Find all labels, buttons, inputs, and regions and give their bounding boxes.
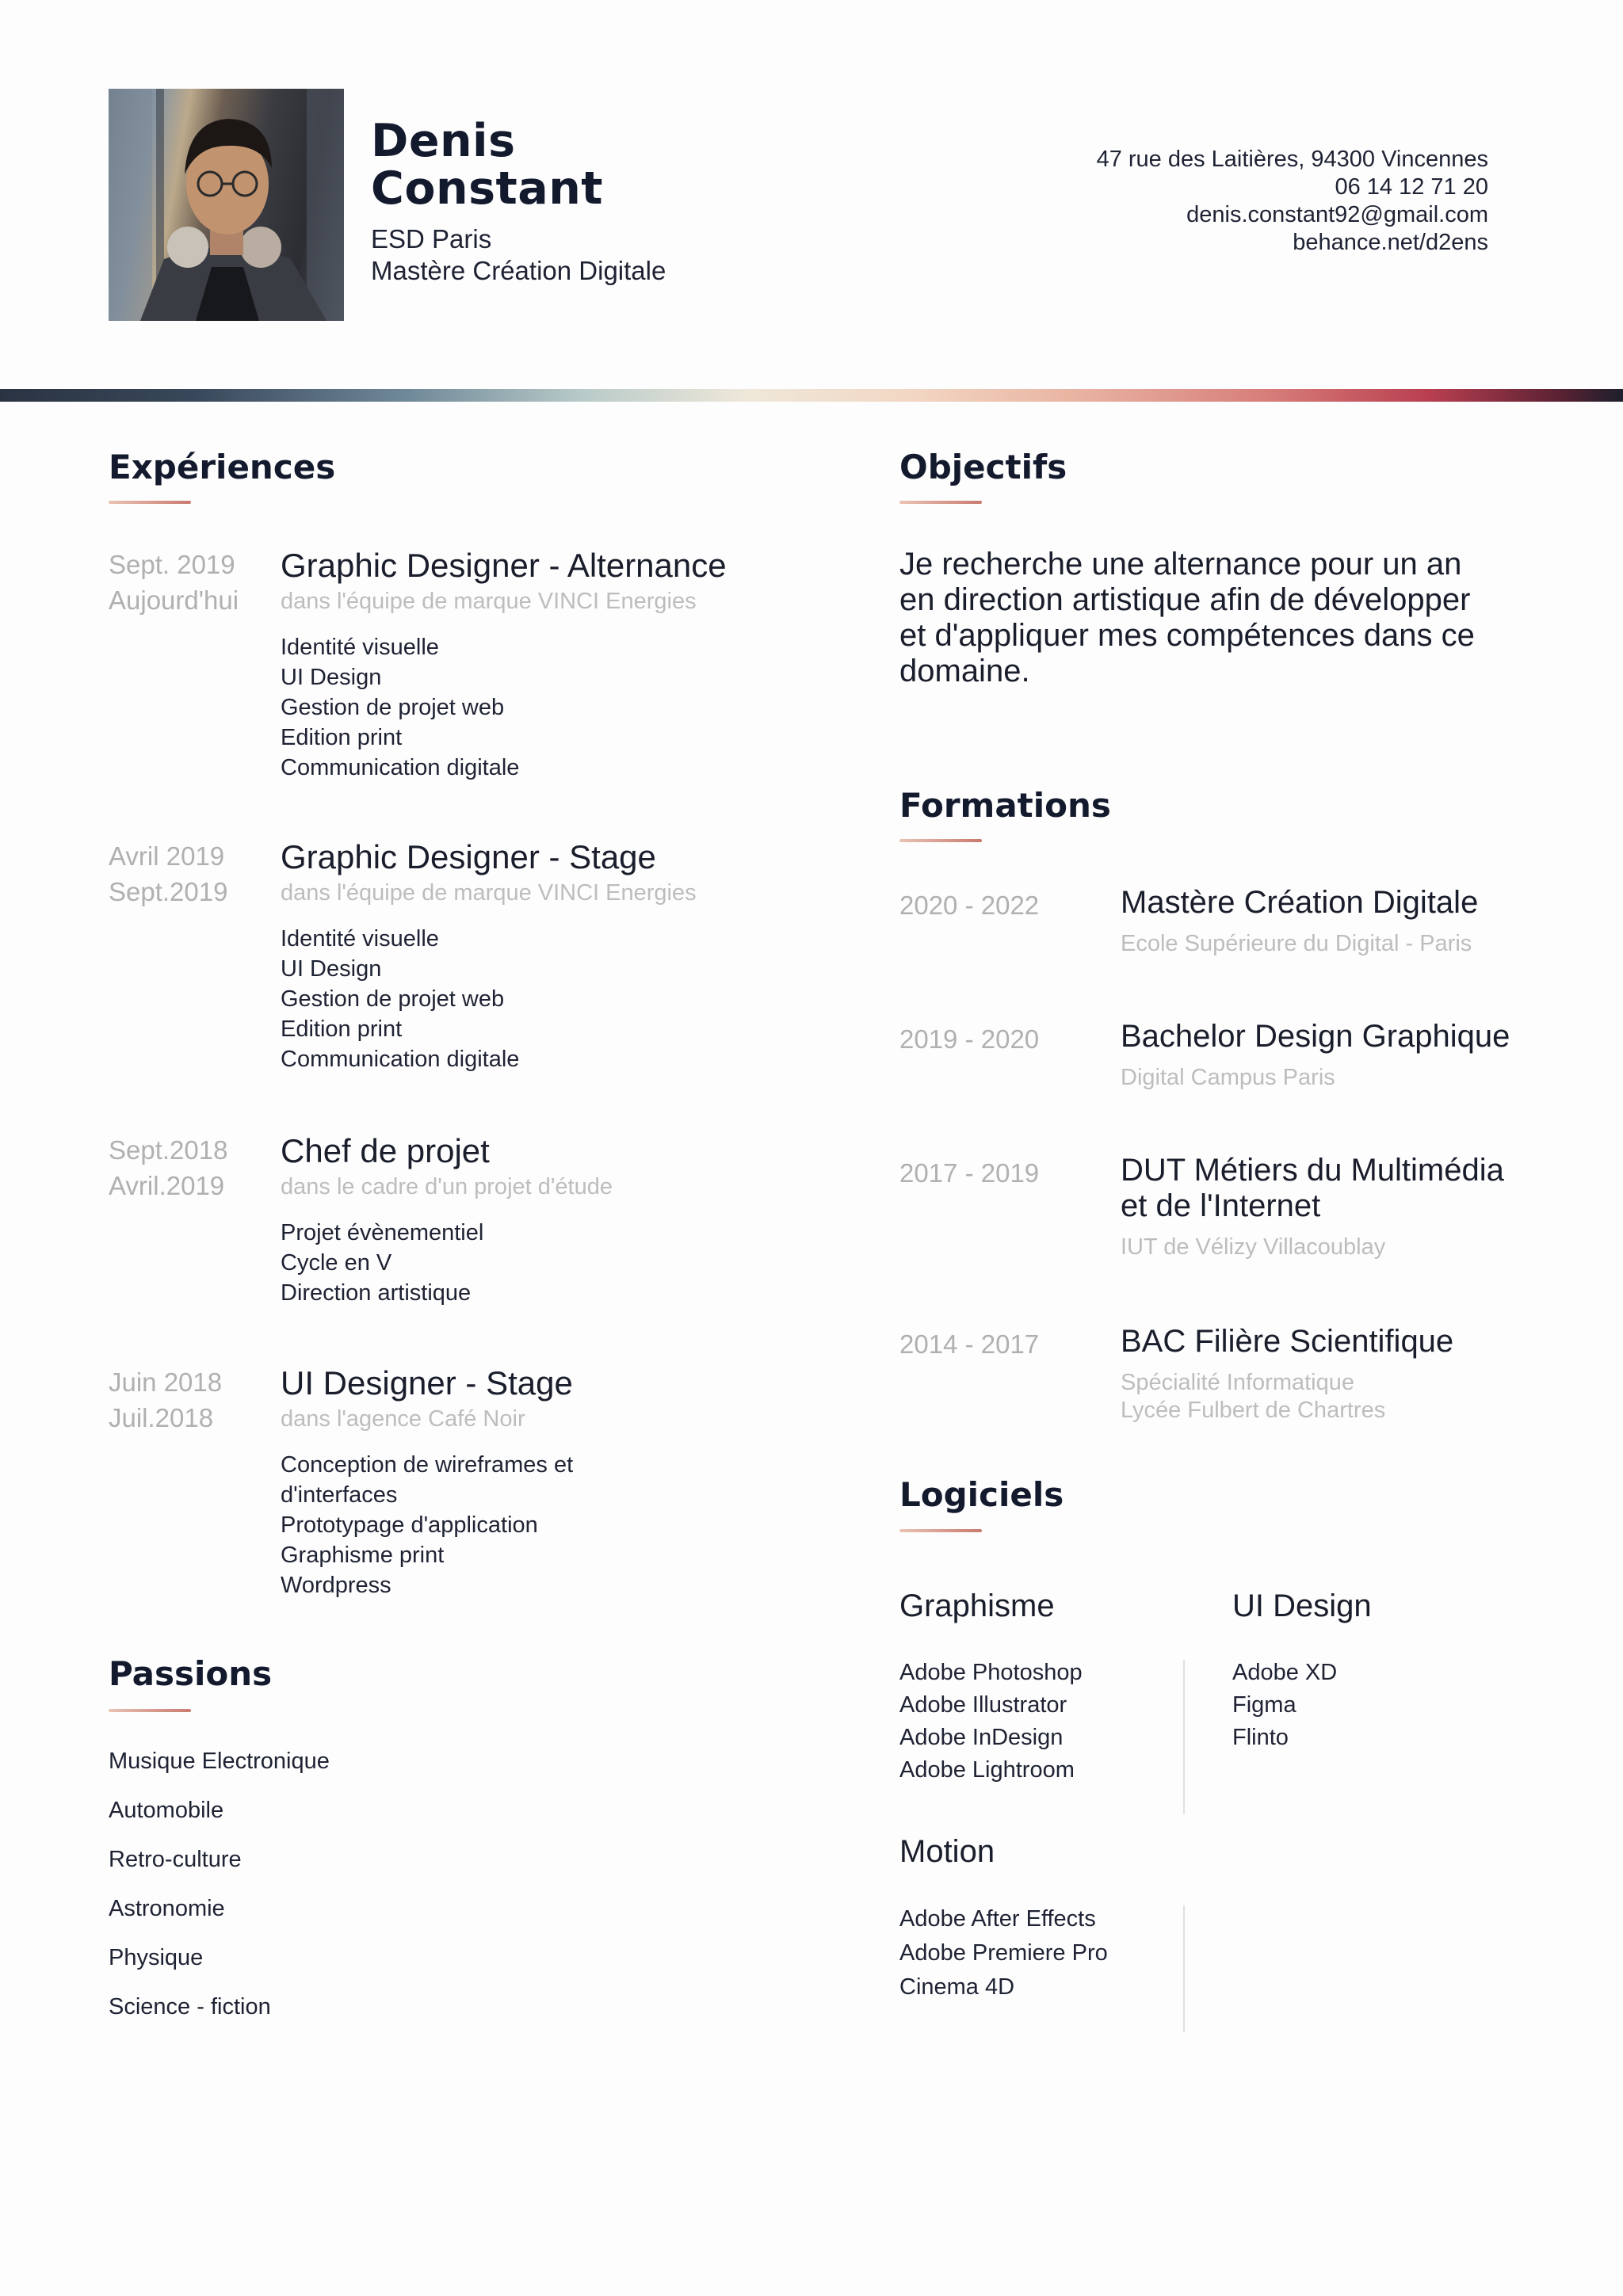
date-end: Juil.2018 [109, 1403, 214, 1432]
date-start: Sept. 2019 [109, 550, 235, 579]
date-end: Avril.2019 [109, 1171, 225, 1200]
experience-tasks [281, 1218, 804, 1308]
school-name: ESD Paris [371, 224, 492, 254]
passion-item: Retro-culture [109, 1847, 242, 1872]
experiences-underline [109, 501, 191, 504]
date-start: Juin 2018 [109, 1367, 223, 1397]
school-info [371, 223, 666, 287]
task: Gestion de projet web [281, 695, 505, 720]
passions-underline [109, 1709, 191, 1712]
formation-title: Mastère Création Digitale [1121, 885, 1479, 920]
experience-subtitle: dans l'agence Café Noir [281, 1406, 525, 1432]
task: Communication digitale [281, 1047, 520, 1072]
task: Edition print [281, 1016, 403, 1042]
task: Projet évènementiel [281, 1220, 484, 1245]
experience-dates [109, 1364, 267, 1436]
task: Direction artistique [281, 1280, 472, 1306]
formation-years: 2014 - 2017 [899, 1329, 1040, 1359]
formation-title-line: et de l'Internet [1121, 1188, 1321, 1223]
formation-school-line: Lycée Fulbert de Chartres [1121, 1398, 1386, 1423]
task: Conception de wireframes et [281, 1452, 574, 1478]
profile-photo [109, 89, 344, 321]
last-name: Constant [371, 162, 604, 215]
objective-line: et d'appliquer mes compétences dans ce [899, 618, 1475, 653]
phone: 06 14 12 71 20 [1335, 174, 1488, 200]
passions-heading: Passions [109, 1654, 273, 1693]
experience-title: UI Designer - Stage [281, 1364, 573, 1402]
ui-design-list [1232, 1657, 1337, 1754]
formation-title-line: DUT Métiers du Multimédia [1121, 1153, 1504, 1188]
formation-title [1121, 1153, 1533, 1224]
formation-school: Ecole Supérieure du Digital - Paris [1121, 931, 1472, 956]
date-start: Avril 2019 [109, 841, 225, 871]
experience-dates [109, 838, 267, 910]
task: Identité visuelle [281, 635, 439, 660]
passion-item: Science - fiction [109, 1994, 271, 2019]
first-name: Denis [371, 115, 516, 167]
experiences-heading: Expériences [109, 448, 336, 486]
formation-school: IUT de Vélizy Villacoublay [1121, 1234, 1386, 1260]
experience-tasks [281, 632, 804, 783]
passion-item: Physique [109, 1945, 204, 1970]
motion-list [899, 1902, 1108, 2004]
formation-years: 2019 - 2020 [899, 1024, 1040, 1054]
experience-title: Graphic Designer - Stage [281, 838, 656, 875]
objective-text [899, 547, 1533, 689]
graphisme-list [899, 1657, 1083, 1787]
experience-title: Chef de projet [281, 1132, 490, 1169]
task: Cycle en V [281, 1250, 392, 1276]
task: Communication digitale [281, 755, 520, 780]
formation-title: BAC Filière Scientifique [1121, 1324, 1454, 1359]
experience-dates [109, 547, 267, 618]
software-item: Adobe Illustrator [899, 1692, 1067, 1718]
task: Edition print [281, 725, 403, 750]
contact-block [934, 146, 1488, 257]
passion-item: Automobile [109, 1798, 224, 1823]
software-item: Adobe InDesign [899, 1725, 1064, 1750]
date-end: Sept.2019 [109, 877, 228, 906]
passion-item: Musique Electronique [109, 1749, 330, 1774]
passions-list [109, 1745, 584, 2040]
experience-title: Graphic Designer - Alternance [281, 547, 727, 584]
experience-subtitle: dans l'équipe de marque VINCI Energies [281, 880, 697, 906]
task: d'interfaces [281, 1482, 398, 1508]
task: UI Design [281, 665, 382, 690]
program-name: Mastère Création Digitale [371, 256, 666, 285]
formation-title: Bachelor Design Graphique [1121, 1019, 1510, 1054]
graphisme-heading: Graphisme [899, 1589, 1055, 1623]
column-divider [1183, 1660, 1185, 1814]
software-item: Adobe After Effects [899, 1906, 1096, 1932]
software-item: Adobe Photoshop [899, 1660, 1083, 1685]
experience-subtitle: dans l'équipe de marque VINCI Energies [281, 589, 697, 614]
objective-line: domaine. [899, 654, 1030, 688]
software-item: Flinto [1232, 1725, 1289, 1750]
email-link[interactable]: denis.constant92@gmail.com [1186, 202, 1488, 227]
task: Gestion de projet web [281, 986, 505, 1012]
task: Graphisme print [281, 1543, 445, 1568]
logiciels-underline [899, 1529, 982, 1532]
formations-heading: Formations [899, 786, 1111, 825]
objective-line: en direction artistique afin de développer [899, 582, 1471, 617]
objective-line: Je recherche une alternance pour un an [899, 547, 1462, 582]
task: Wordpress [281, 1573, 391, 1598]
formation-school-line: Spécialité Informatique [1121, 1370, 1354, 1395]
task: UI Design [281, 956, 382, 982]
column-divider [1183, 1905, 1185, 2032]
software-item: Figma [1232, 1692, 1296, 1718]
task: Identité visuelle [281, 926, 439, 952]
experience-dates [109, 1132, 267, 1203]
address: 47 rue des Laitières, 94300 Vincennes [1096, 147, 1488, 172]
task: Prototypage d'application [281, 1512, 538, 1538]
software-item: Adobe Premiere Pro [899, 1940, 1108, 1966]
header-gradient-divider [0, 389, 1623, 402]
date-end: Aujourd'hui [109, 585, 239, 615]
experience-tasks [281, 1450, 804, 1600]
experience-tasks [281, 924, 804, 1074]
formation-years: 2017 - 2019 [899, 1158, 1040, 1188]
passion-item: Astronomie [109, 1896, 225, 1921]
software-item: Adobe Lightroom [899, 1757, 1075, 1783]
website-link[interactable]: behance.net/d2ens [1293, 230, 1488, 255]
formation-years: 2020 - 2022 [899, 891, 1040, 920]
formation-school [1121, 1369, 1533, 1425]
software-item: Adobe XD [1232, 1660, 1338, 1685]
objectifs-underline [899, 501, 982, 504]
ui-design-heading: UI Design [1232, 1589, 1372, 1623]
motion-heading: Motion [899, 1834, 995, 1869]
formation-school: Digital Campus Paris [1121, 1065, 1335, 1090]
date-start: Sept.2018 [109, 1135, 228, 1165]
candidate-name [371, 115, 604, 215]
objectifs-heading: Objectifs [899, 448, 1067, 486]
logiciels-heading: Logiciels [899, 1475, 1064, 1514]
formations-underline [899, 839, 982, 842]
experience-subtitle: dans le cadre d'un projet d'étude [281, 1174, 613, 1199]
software-item: Cinema 4D [899, 1974, 1015, 2000]
